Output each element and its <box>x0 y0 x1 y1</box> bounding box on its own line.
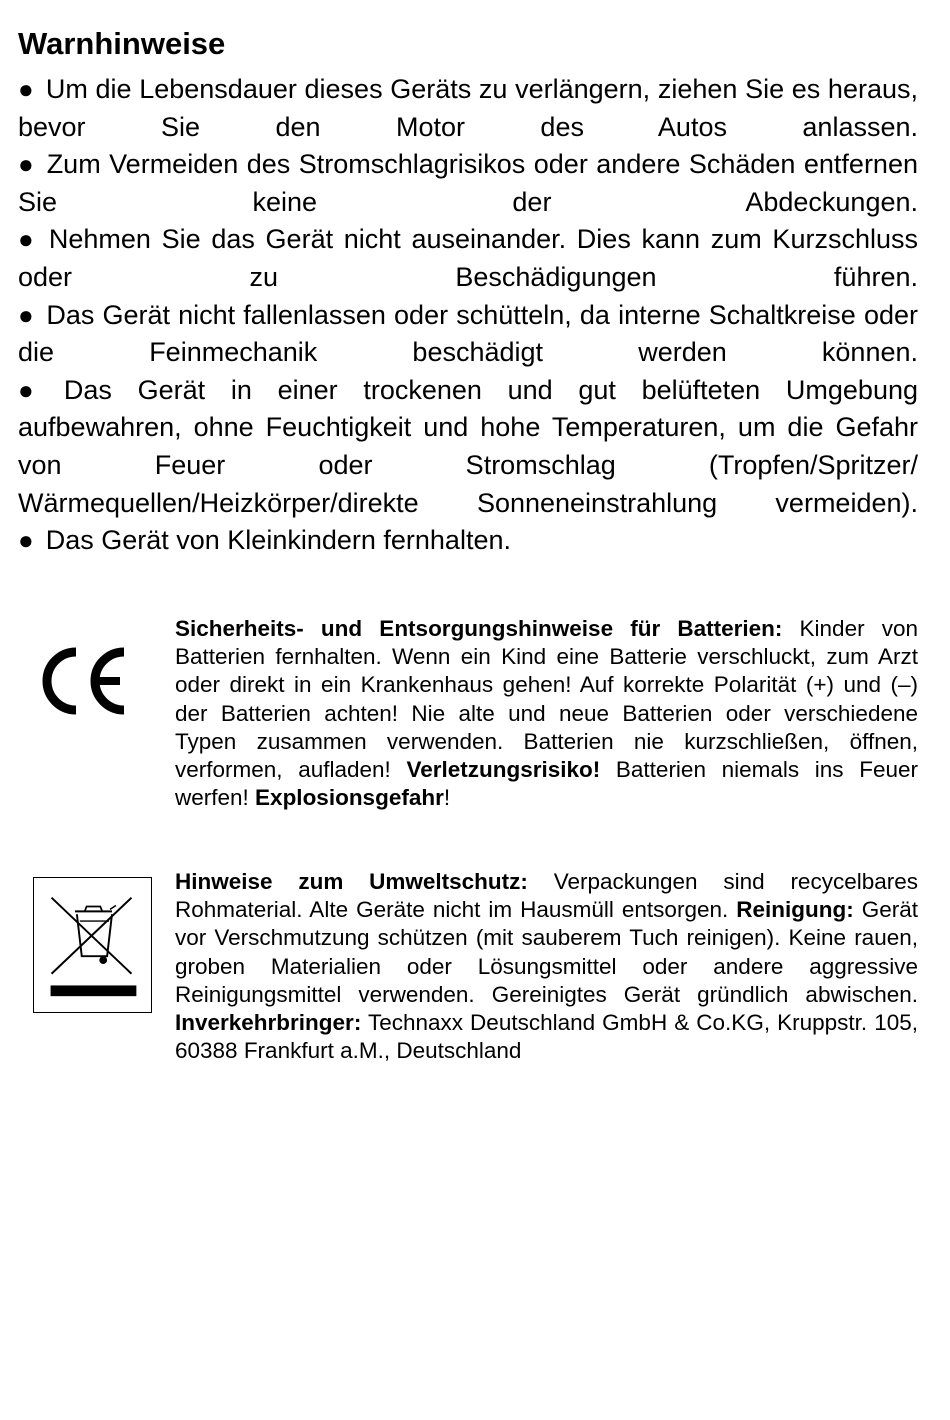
warning-text: Zum Vermeiden des Stromschlagrisikos oder andere Schäden entfernen Sie keine der Abdeckungen. <box>18 149 918 217</box>
bullet-icon: ● <box>18 525 34 556</box>
distributor-address: Technaxx Deutschland GmbH & Co.KG, Kruppstr. 105, 60388 Frankfurt a.M., Deutschland <box>175 1010 918 1064</box>
list-item <box>18 146 918 221</box>
distributor-label: Inverkehrbringer: <box>175 1010 362 1036</box>
bullet-icon: ● <box>18 224 37 255</box>
explosion-hazard-label: Explosionsgefahr <box>255 785 444 811</box>
battery-section-text: Kinder von Batterien fernhalten. Wenn ein Kind eine Batterie verschluckt, zum Arzt oder direkt in ein Krankenhaus gehen! Auf korrekte Polarität (+) und (–) der Batterien achten! Nie alte und neue Batterien oder verschiedene Typen zusammen verwenden. Batterien nie kurzschließen, öffnen, verformen, aufladen! <box>175 616 918 783</box>
bullet-icon: ● <box>18 74 34 104</box>
warning-text: Das Gerät von Kleinkindern fernhalten. <box>45 525 511 556</box>
battery-section-title: Sicherheits- und Entsorgungshinweise für Batterien: <box>175 616 783 641</box>
environment-section-title: Hinweise zum Umweltschutz: <box>175 869 528 894</box>
warning-text: Das Gerät nicht fallenlassen oder schütteln, da interne Schaltkreise oder die Feinmechanik beschädigt werden können. <box>18 299 918 368</box>
battery-section-text-2: Batterien niemals ins Feuer werfen! <box>175 757 918 811</box>
environment-section-text: Verpackungen sind recycelbares Rohmaterial. Alte Geräte nicht im Hausmüll entsorgen. <box>175 869 918 923</box>
warning-text: Um die Lebensdauer dieses Geräts zu verlängern, ziehen Sie es heraus, bevor Sie den Motor des Autos anlassen. <box>18 74 918 142</box>
cleaning-text: Gerät vor Verschmutzung schützen (mit sauberem Tuch reinigen). Keine rauen, groben Materialien oder Lösungsmittel oder andere aggressive Reinigungsmittel verwenden. Gereinigtes Gerät gründlich abwischen. <box>175 897 918 1007</box>
list-item <box>18 71 918 146</box>
battery-safety-section <box>175 615 918 812</box>
list-item <box>18 221 918 296</box>
list-item <box>18 297 918 372</box>
weee-symbol <box>33 877 152 1013</box>
bullet-icon: ● <box>18 374 52 405</box>
battery-section-text-3: ! <box>443 785 451 811</box>
cleaning-label: Reinigung: <box>736 897 854 923</box>
page-title: Warnhinweise <box>18 26 226 61</box>
warning-text: Das Gerät in einer trockenen und gut belüfteten Umgebung aufbewahren, ohne Feuchtigkeit und hohe Temperaturen, um die Gefahr von Feuer oder Stromschlag (Tropfen/Spritzer/ Wärmequellen/Heizkörper/direkte Sonneneinstrahlung vermeiden). <box>18 374 918 518</box>
bullet-icon: ● <box>18 149 35 180</box>
warning-text: Nehmen Sie das Gerät nicht auseinander. Dies kann zum Kurzschluss oder zu Beschädigungen führen. <box>18 224 918 292</box>
bullet-icon: ● <box>18 299 35 330</box>
warning-list <box>18 71 918 560</box>
list-item <box>18 522 918 560</box>
crossed-out-wheelie-bin-icon <box>34 878 150 1011</box>
list-item <box>18 372 918 522</box>
injury-risk-label: Verletzungsrisiko! <box>406 757 601 783</box>
environment-section <box>175 868 918 1065</box>
ce-mark-icon <box>38 642 130 720</box>
